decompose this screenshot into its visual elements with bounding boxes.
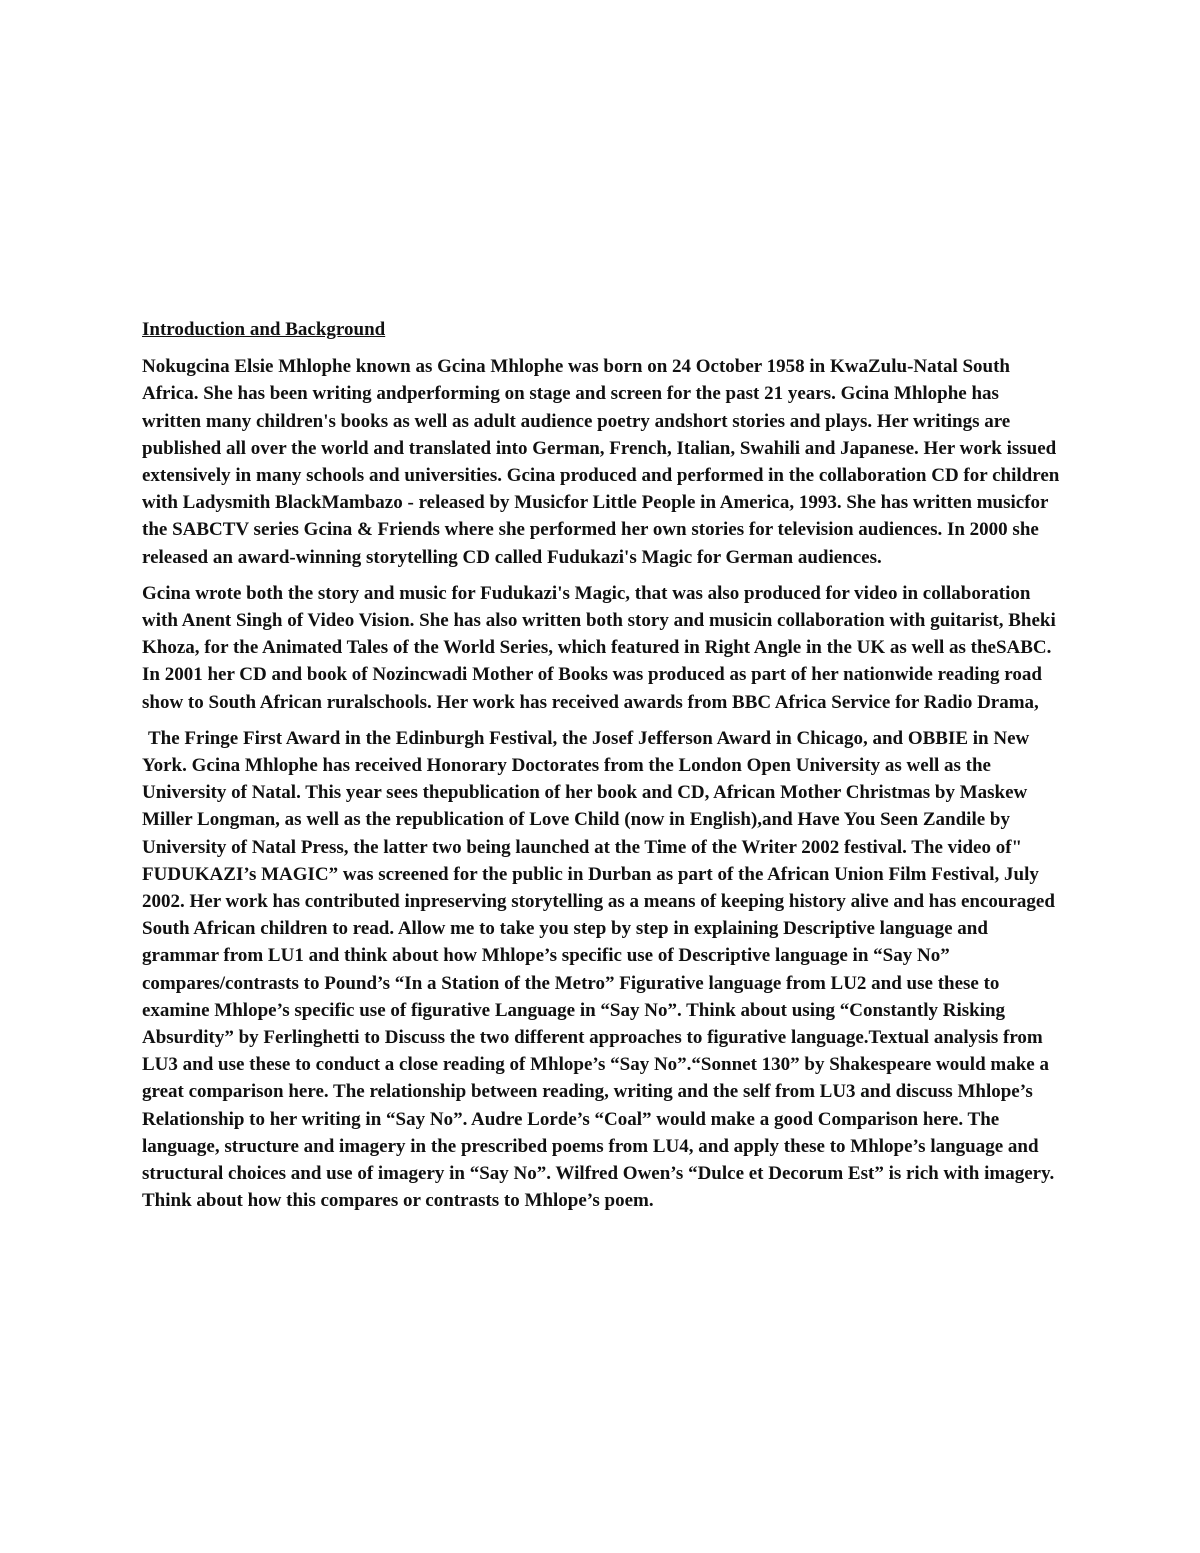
paragraph-biography: Nokugcina Elsie Mhlophe known as Gcina Mhlophe was born on 24 October 1958 in KwaZulu-Natal South Africa. She has been writing andperforming on stage and screen for the past 21 years. Gcina Mhlophe has written many children's books as well as adult audience poetry andshort stories and plays. Her writings are published all over the world and translated into German, French, Italian, Swahili and Japanese. Her work issued extensively in many schools and universities. Gcina produced and performed in the collaboration CD for children with Ladysmith BlackMambazo - released by Musicfor Little People in America, 1993. She has written musicfor the SABCTV series Gcina & Friends where she performed her own stories for television audiences. In 2000 she released an award-winning storytelling CD called Fudukazi's Magic for German audiences. [142,356,1060,568]
paragraph-works: Gcina wrote both the story and music for Fudukazi's Magic, that was also produced for video in collaboration with Anent Singh of Video Vision. She has also written both story and musicin collaboration with guitarist, Bheki Khoza, for the Animated Tales of the World Series, which featured in Right Angle in the UK as well as theSABC. In 2001 her CD and book of Nozincwadi Mother of Books was produced as part of her nationwide reading road show to South African ruralschools. Her work has received awards from BBC Africa Service for Radio Drama, [142,582,1056,713]
document-page [142,316,1062,1224]
paragraph-awards-and-analysis: The Fringe First Award in the Edinburgh Festival, the Josef Jefferson Award in Chicago, and OBBIE in New York. Gcina Mhlophe has received Honorary Doctorates from the London Open University as well as the University of Natal. This year sees thepublication of her book and CD, African Mother Christmas by Maskew Miller Longman, as well as the republication of Love Child (now in English),and Have You Seen Zandile by University of Natal Press, the latter two being launched at the Time of the Writer 2002 festival. The video of" FUDUKAZI’s MAGIC” was screened for the public in Durban as part of the African Union Film Festival, July 2002. Her work has contributed inpreserving storytelling as a means of keeping history alive and has encouraged South African children to read. Allow me to take you step by step in explaining Descriptive language and grammar from LU1 and think about how Mhlope’s specific use of Descriptive language in “Say No” compares/contrasts to Pound’s “In a Station of the Metro” Figurative language from LU2 and use these to examine Mhlope’s specific use of figurative Language in “Say No”. Think about using “Constantly Risking Absurdity” by Ferlinghetti to Discuss the two different approaches to figurative language.Textual analysis from LU3 and use these to conduct a close reading of Mhlope’s “Say No”.“Sonnet 130” by Shakespeare would make a great comparison here. The relationship between reading, writing and the self from LU3 and discuss Mhlope’s Relationship to her writing in “Say No”. Audre Lorde’s “Coal” would make a good Comparison here. The language, structure and imagery in the prescribed poems from LU4, and apply these to Mhlope’s language and structural choices and use of imagery in “Say No”. Wilfred Owen’s “Dulce et Decorum Est” is rich with imagery. Think about how this compares or contrasts to Mhlope’s poem. [142,727,1055,1212]
section-heading: Introduction and Background [142,319,386,340]
